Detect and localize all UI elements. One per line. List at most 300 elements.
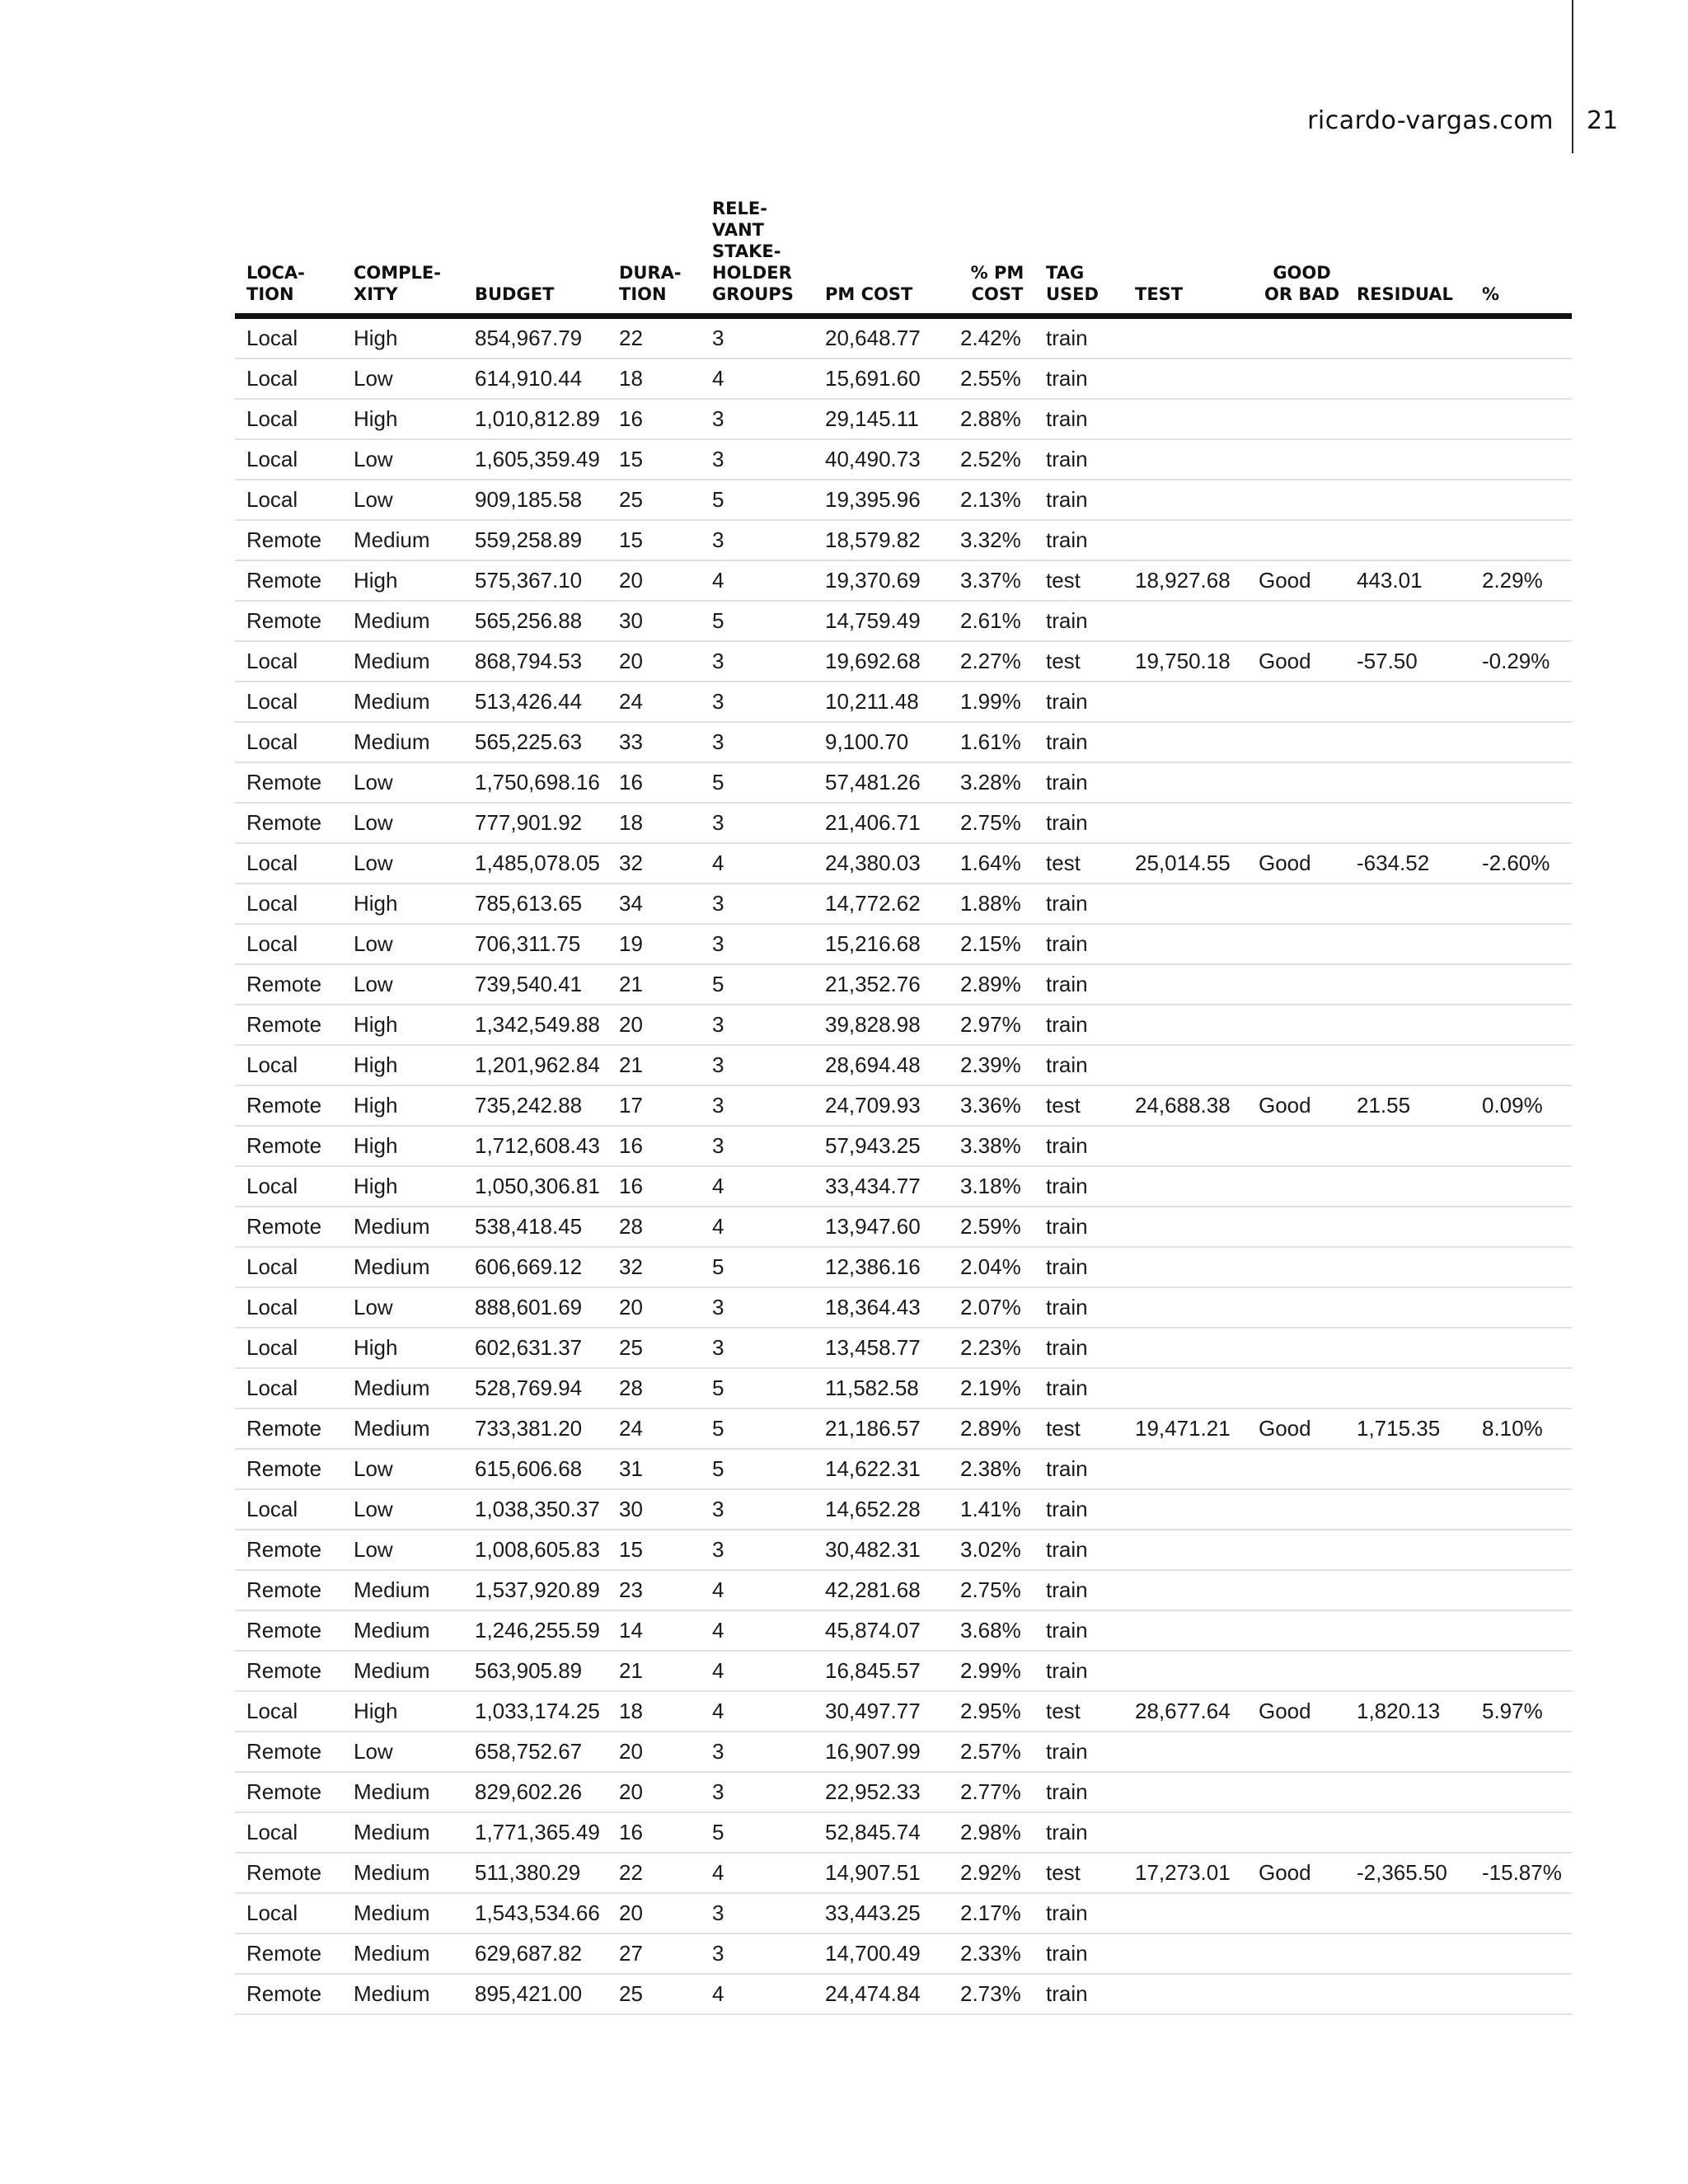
table-row [235, 1005, 1572, 1045]
cell-budget: 1,008,605.83 [463, 1530, 607, 1570]
table-row [235, 316, 1572, 359]
cell-pm-cost: 13,458.77 [814, 1328, 949, 1368]
cell-stakeholder-groups: 3 [701, 1126, 814, 1166]
cell-residual [1345, 762, 1470, 803]
table-row [235, 1772, 1572, 1812]
cell-pct-pm-cost: 2.23% [949, 1328, 1034, 1368]
header-label [971, 263, 1025, 304]
cell-pct [1470, 1449, 1572, 1489]
cell-stakeholder-groups: 5 [701, 1449, 814, 1489]
header-label [1264, 263, 1339, 304]
table-row [235, 439, 1572, 480]
cell-duration: 34 [607, 883, 701, 924]
cell-complexity: Medium [342, 1651, 463, 1691]
cell-location: Local [235, 1368, 342, 1408]
cell-test [1123, 1449, 1247, 1489]
header-label-line: GROUPS [712, 284, 794, 304]
cell-location: Remote [235, 1085, 342, 1126]
cell-stakeholder-groups: 5 [701, 1408, 814, 1449]
cell-complexity: High [342, 1045, 463, 1085]
cell-pm-cost: 14,652.28 [814, 1489, 949, 1530]
cell-duration: 18 [607, 359, 701, 399]
table-row [235, 1893, 1572, 1933]
cell-tag-used: train [1034, 1287, 1123, 1328]
cell-stakeholder-groups: 4 [701, 1570, 814, 1610]
cell-residual: 443.01 [1345, 560, 1470, 601]
cell-pct-pm-cost: 2.61% [949, 601, 1034, 641]
cell-pct-pm-cost: 2.59% [949, 1207, 1034, 1247]
cell-pm-cost: 14,907.51 [814, 1853, 949, 1893]
cell-good-or-bad [1247, 439, 1345, 480]
table-row [235, 1126, 1572, 1166]
cell-budget: 565,225.63 [463, 722, 607, 762]
cell-pm-cost: 9,100.70 [814, 722, 949, 762]
cell-pct [1470, 1368, 1572, 1408]
cell-pct [1470, 762, 1572, 803]
cell-tag-used: train [1034, 1610, 1123, 1651]
cell-pm-cost: 57,943.25 [814, 1126, 949, 1166]
cell-location: Remote [235, 560, 342, 601]
cell-duration: 21 [607, 964, 701, 1005]
cell-tag-used: train [1034, 1207, 1123, 1247]
cell-pm-cost: 14,759.49 [814, 601, 949, 641]
cell-duration: 25 [607, 1328, 701, 1368]
cell-test [1123, 1247, 1247, 1287]
table-row [235, 1570, 1572, 1610]
cell-pct-pm-cost: 3.37% [949, 560, 1034, 601]
col-duration-header [607, 198, 701, 316]
cell-residual [1345, 1247, 1470, 1287]
cell-location: Remote [235, 964, 342, 1005]
cell-duration: 27 [607, 1933, 701, 1974]
cell-location: Remote [235, 1610, 342, 1651]
page-divider [1572, 0, 1573, 153]
cell-duration: 16 [607, 762, 701, 803]
cell-budget: 1,712,608.43 [463, 1126, 607, 1166]
cell-location: Local [235, 1287, 342, 1328]
cell-pct [1470, 1732, 1572, 1772]
cell-pct: 0.09% [1470, 1085, 1572, 1126]
cell-budget: 606,669.12 [463, 1247, 607, 1287]
cell-location: Local [235, 399, 342, 439]
cell-duration: 20 [607, 1287, 701, 1328]
cell-pct-pm-cost: 2.97% [949, 1005, 1034, 1045]
cell-tag-used: train [1034, 1045, 1123, 1085]
cell-tag-used: train [1034, 924, 1123, 964]
cell-pct-pm-cost: 2.89% [949, 1408, 1034, 1449]
cell-tag-used: train [1034, 964, 1123, 1005]
cell-tag-used: train [1034, 1247, 1123, 1287]
cell-test: 24,688.38 [1123, 1085, 1247, 1126]
cell-residual [1345, 359, 1470, 399]
cell-tag-used: train [1034, 762, 1123, 803]
cell-stakeholder-groups: 5 [701, 1368, 814, 1408]
header-label-line: COST [971, 284, 1024, 304]
cell-complexity: Low [342, 439, 463, 480]
cell-pm-cost: 20,648.77 [814, 316, 949, 359]
cell-stakeholder-groups: 3 [701, 1489, 814, 1530]
cell-budget: 909,185.58 [463, 480, 607, 520]
cell-location: Remote [235, 1207, 342, 1247]
cell-pct [1470, 1247, 1572, 1287]
cell-location: Local [235, 480, 342, 520]
cell-pm-cost: 19,370.69 [814, 560, 949, 601]
cell-budget: 706,311.75 [463, 924, 607, 964]
cell-pct-pm-cost: 2.77% [949, 1772, 1034, 1812]
table-row [235, 560, 1572, 601]
cell-residual [1345, 883, 1470, 924]
cell-duration: 20 [607, 1732, 701, 1772]
cell-pct [1470, 1489, 1572, 1530]
cell-residual [1345, 1812, 1470, 1853]
cell-test [1123, 1974, 1247, 2014]
col-pm-cost-header [814, 198, 949, 316]
cell-pm-cost: 30,482.31 [814, 1530, 949, 1570]
cell-test [1123, 399, 1247, 439]
cell-complexity: High [342, 1691, 463, 1732]
header-label-line: HOLDER [712, 263, 792, 283]
table-row [235, 964, 1572, 1005]
cell-pm-cost: 52,845.74 [814, 1812, 949, 1853]
table-row [235, 1732, 1572, 1772]
cell-location: Local [235, 883, 342, 924]
table-row [235, 1489, 1572, 1530]
cell-budget: 777,901.92 [463, 803, 607, 843]
cell-tag-used: train [1034, 722, 1123, 762]
cell-tag-used: train [1034, 803, 1123, 843]
cell-test [1123, 964, 1247, 1005]
cell-residual [1345, 1207, 1470, 1247]
cell-pm-cost: 18,364.43 [814, 1287, 949, 1328]
cell-stakeholder-groups: 3 [701, 1005, 814, 1045]
cell-budget: 513,426.44 [463, 682, 607, 722]
cell-pct: -0.29% [1470, 641, 1572, 682]
header-label [1046, 263, 1099, 304]
cell-residual [1345, 1772, 1470, 1812]
cell-pct-pm-cost: 2.42% [949, 316, 1034, 359]
table-row [235, 1610, 1572, 1651]
cell-pct [1470, 1933, 1572, 1974]
header-label-line: TAG [1046, 263, 1085, 283]
cell-pct-pm-cost: 2.98% [949, 1812, 1034, 1853]
cell-location: Remote [235, 1530, 342, 1570]
col-good-or-bad-header [1247, 198, 1345, 316]
cell-budget: 1,771,365.49 [463, 1812, 607, 1853]
cell-stakeholder-groups: 3 [701, 439, 814, 480]
cell-complexity: High [342, 560, 463, 601]
project-data-table [235, 198, 1572, 2015]
cell-pm-cost: 21,406.71 [814, 803, 949, 843]
cell-stakeholder-groups: 3 [701, 1530, 814, 1570]
cell-good-or-bad [1247, 762, 1345, 803]
cell-tag-used: train [1034, 1126, 1123, 1166]
cell-pct-pm-cost: 2.15% [949, 924, 1034, 964]
cell-test: 18,927.68 [1123, 560, 1247, 601]
cell-tag-used: test [1034, 1853, 1123, 1893]
cell-pct [1470, 722, 1572, 762]
cell-stakeholder-groups: 3 [701, 1328, 814, 1368]
table-row [235, 924, 1572, 964]
cell-budget: 739,540.41 [463, 964, 607, 1005]
cell-pm-cost: 22,952.33 [814, 1772, 949, 1812]
cell-pct-pm-cost: 3.28% [949, 762, 1034, 803]
cell-stakeholder-groups: 3 [701, 641, 814, 682]
cell-budget: 602,631.37 [463, 1328, 607, 1368]
cell-tag-used: test [1034, 1691, 1123, 1732]
cell-duration: 28 [607, 1207, 701, 1247]
cell-budget: 733,381.20 [463, 1408, 607, 1449]
cell-test [1123, 601, 1247, 641]
cell-stakeholder-groups: 3 [701, 1045, 814, 1085]
cell-pm-cost: 10,211.48 [814, 682, 949, 722]
cell-location: Local [235, 1893, 342, 1933]
cell-pm-cost: 14,772.62 [814, 883, 949, 924]
table-row [235, 1812, 1572, 1853]
cell-stakeholder-groups: 3 [701, 883, 814, 924]
cell-pct-pm-cost: 2.92% [949, 1853, 1034, 1893]
table-row [235, 1408, 1572, 1449]
cell-complexity: Medium [342, 1893, 463, 1933]
cell-residual [1345, 1530, 1470, 1570]
cell-complexity: Medium [342, 601, 463, 641]
header-label-line: DURA- [619, 263, 682, 283]
data-table-container [235, 198, 1572, 2015]
cell-good-or-bad [1247, 1207, 1345, 1247]
cell-budget: 735,242.88 [463, 1085, 607, 1126]
table-row [235, 1974, 1572, 2014]
cell-residual [1345, 722, 1470, 762]
cell-stakeholder-groups: 4 [701, 1691, 814, 1732]
cell-complexity: Medium [342, 1812, 463, 1853]
cell-pm-cost: 11,582.58 [814, 1368, 949, 1408]
header-label-line: TION [619, 284, 667, 304]
cell-pct [1470, 1045, 1572, 1085]
cell-pct [1470, 1651, 1572, 1691]
cell-test [1123, 1732, 1247, 1772]
cell-tag-used: train [1034, 1570, 1123, 1610]
cell-complexity: Medium [342, 682, 463, 722]
cell-residual [1345, 1974, 1470, 2014]
cell-duration: 16 [607, 399, 701, 439]
header-label-line: TION [246, 284, 294, 304]
cell-residual [1345, 316, 1470, 359]
header-label [354, 263, 441, 304]
cell-budget: 1,201,962.84 [463, 1045, 607, 1085]
cell-stakeholder-groups: 3 [701, 316, 814, 359]
cell-location: Local [235, 1045, 342, 1085]
cell-stakeholder-groups: 3 [701, 1772, 814, 1812]
cell-residual [1345, 1449, 1470, 1489]
cell-pct-pm-cost: 1.41% [949, 1489, 1034, 1530]
cell-pct [1470, 1005, 1572, 1045]
cell-budget: 1,537,920.89 [463, 1570, 607, 1610]
header-label [712, 199, 794, 304]
cell-pct-pm-cost: 2.57% [949, 1732, 1034, 1772]
cell-test [1123, 682, 1247, 722]
cell-pct-pm-cost: 3.36% [949, 1085, 1034, 1126]
cell-location: Remote [235, 1408, 342, 1449]
cell-tag-used: train [1034, 1328, 1123, 1368]
cell-complexity: High [342, 316, 463, 359]
cell-pct [1470, 964, 1572, 1005]
cell-good-or-bad: Good [1247, 1691, 1345, 1732]
cell-good-or-bad [1247, 1287, 1345, 1328]
header-label-line: RESIDUAL [1357, 284, 1453, 304]
cell-pct [1470, 480, 1572, 520]
cell-residual [1345, 1045, 1470, 1085]
cell-residual [1345, 1610, 1470, 1651]
cell-location: Local [235, 1691, 342, 1732]
header-label-line: % [1482, 284, 1500, 304]
cell-pct [1470, 883, 1572, 924]
cell-pct [1470, 1610, 1572, 1651]
header-label-line: BUDGET [475, 284, 555, 304]
header-label-line: PM COST [825, 284, 913, 304]
cell-pm-cost: 28,694.48 [814, 1045, 949, 1085]
cell-pct-pm-cost: 2.88% [949, 399, 1034, 439]
cell-test [1123, 1530, 1247, 1570]
cell-complexity: High [342, 1328, 463, 1368]
col-tag-used-header [1034, 198, 1123, 316]
header-label-line: COMPLE- [354, 263, 441, 283]
cell-residual [1345, 1933, 1470, 1974]
cell-duration: 28 [607, 1368, 701, 1408]
cell-location: Local [235, 316, 342, 359]
cell-pct [1470, 1328, 1572, 1368]
cell-complexity: Medium [342, 1933, 463, 1974]
cell-good-or-bad [1247, 480, 1345, 520]
table-row [235, 1328, 1572, 1368]
cell-stakeholder-groups: 5 [701, 964, 814, 1005]
header-label [1357, 284, 1453, 304]
cell-complexity: Medium [342, 520, 463, 560]
cell-tag-used: train [1034, 682, 1123, 722]
cell-complexity: Medium [342, 641, 463, 682]
cell-residual [1345, 1651, 1470, 1691]
cell-pct-pm-cost: 2.73% [949, 1974, 1034, 2014]
cell-pm-cost: 39,828.98 [814, 1005, 949, 1045]
cell-budget: 1,485,078.05 [463, 843, 607, 883]
table-row [235, 843, 1572, 883]
cell-good-or-bad [1247, 1732, 1345, 1772]
cell-pct-pm-cost: 2.52% [949, 439, 1034, 480]
cell-pct-pm-cost: 2.99% [949, 1651, 1034, 1691]
cell-pct: -2.60% [1470, 843, 1572, 883]
cell-budget: 829,602.26 [463, 1772, 607, 1812]
cell-good-or-bad [1247, 1328, 1345, 1368]
cell-pct-pm-cost: 2.33% [949, 1933, 1034, 1974]
cell-residual [1345, 682, 1470, 722]
header-label [825, 284, 912, 304]
cell-budget: 888,601.69 [463, 1287, 607, 1328]
table-row [235, 1691, 1572, 1732]
table-row [235, 1853, 1572, 1893]
cell-location: Local [235, 1247, 342, 1287]
cell-tag-used: train [1034, 439, 1123, 480]
cell-pct: 8.10% [1470, 1408, 1572, 1449]
cell-stakeholder-groups: 5 [701, 480, 814, 520]
cell-budget: 1,605,359.49 [463, 439, 607, 480]
cell-duration: 20 [607, 1005, 701, 1045]
col-pct-pm-cost-header [949, 198, 1034, 316]
table-row [235, 1207, 1572, 1247]
cell-budget: 1,038,350.37 [463, 1489, 607, 1530]
cell-duration: 25 [607, 480, 701, 520]
cell-tag-used: train [1034, 316, 1123, 359]
cell-budget: 895,421.00 [463, 1974, 607, 2014]
cell-stakeholder-groups: 4 [701, 1651, 814, 1691]
cell-location: Local [235, 439, 342, 480]
cell-complexity: Low [342, 762, 463, 803]
cell-test [1123, 722, 1247, 762]
cell-test [1123, 1207, 1247, 1247]
cell-duration: 31 [607, 1449, 701, 1489]
cell-budget: 854,967.79 [463, 316, 607, 359]
cell-test [1123, 1166, 1247, 1207]
cell-location: Remote [235, 1732, 342, 1772]
cell-budget: 785,613.65 [463, 883, 607, 924]
cell-complexity: Medium [342, 1207, 463, 1247]
col-location-header [235, 198, 342, 316]
cell-complexity: Low [342, 1530, 463, 1570]
cell-duration: 24 [607, 682, 701, 722]
cell-test [1123, 1126, 1247, 1166]
cell-test [1123, 439, 1247, 480]
cell-pct-pm-cost: 2.75% [949, 1570, 1034, 1610]
cell-residual [1345, 1732, 1470, 1772]
cell-pct-pm-cost: 2.17% [949, 1893, 1034, 1933]
cell-pct [1470, 601, 1572, 641]
header-label [475, 284, 554, 304]
cell-duration: 24 [607, 1408, 701, 1449]
cell-duration: 32 [607, 1247, 701, 1287]
header-label-line: XITY [354, 284, 398, 304]
cell-test [1123, 1328, 1247, 1368]
cell-budget: 615,606.68 [463, 1449, 607, 1489]
cell-residual [1345, 1287, 1470, 1328]
cell-residual [1345, 1570, 1470, 1610]
cell-tag-used: train [1034, 601, 1123, 641]
cell-good-or-bad [1247, 924, 1345, 964]
cell-residual [1345, 1368, 1470, 1408]
cell-pct [1470, 1812, 1572, 1853]
cell-pct [1470, 803, 1572, 843]
cell-stakeholder-groups: 3 [701, 399, 814, 439]
cell-location: Remote [235, 1005, 342, 1045]
cell-pm-cost: 40,490.73 [814, 439, 949, 480]
table-row [235, 1166, 1572, 1207]
cell-complexity: Low [342, 843, 463, 883]
cell-complexity: Low [342, 924, 463, 964]
cell-pct-pm-cost: 1.99% [949, 682, 1034, 722]
cell-good-or-bad [1247, 1933, 1345, 1974]
cell-residual [1345, 803, 1470, 843]
cell-tag-used: test [1034, 1085, 1123, 1126]
cell-location: Local [235, 1328, 342, 1368]
cell-tag-used: train [1034, 359, 1123, 399]
cell-budget: 1,010,812.89 [463, 399, 607, 439]
cell-tag-used: train [1034, 883, 1123, 924]
cell-residual [1345, 1166, 1470, 1207]
cell-stakeholder-groups: 3 [701, 803, 814, 843]
cell-pct [1470, 1772, 1572, 1812]
cell-good-or-bad [1247, 1812, 1345, 1853]
cell-budget: 1,342,549.88 [463, 1005, 607, 1045]
cell-location: Remote [235, 1570, 342, 1610]
cell-budget: 511,380.29 [463, 1853, 607, 1893]
cell-stakeholder-groups: 3 [701, 682, 814, 722]
cell-complexity: Low [342, 964, 463, 1005]
